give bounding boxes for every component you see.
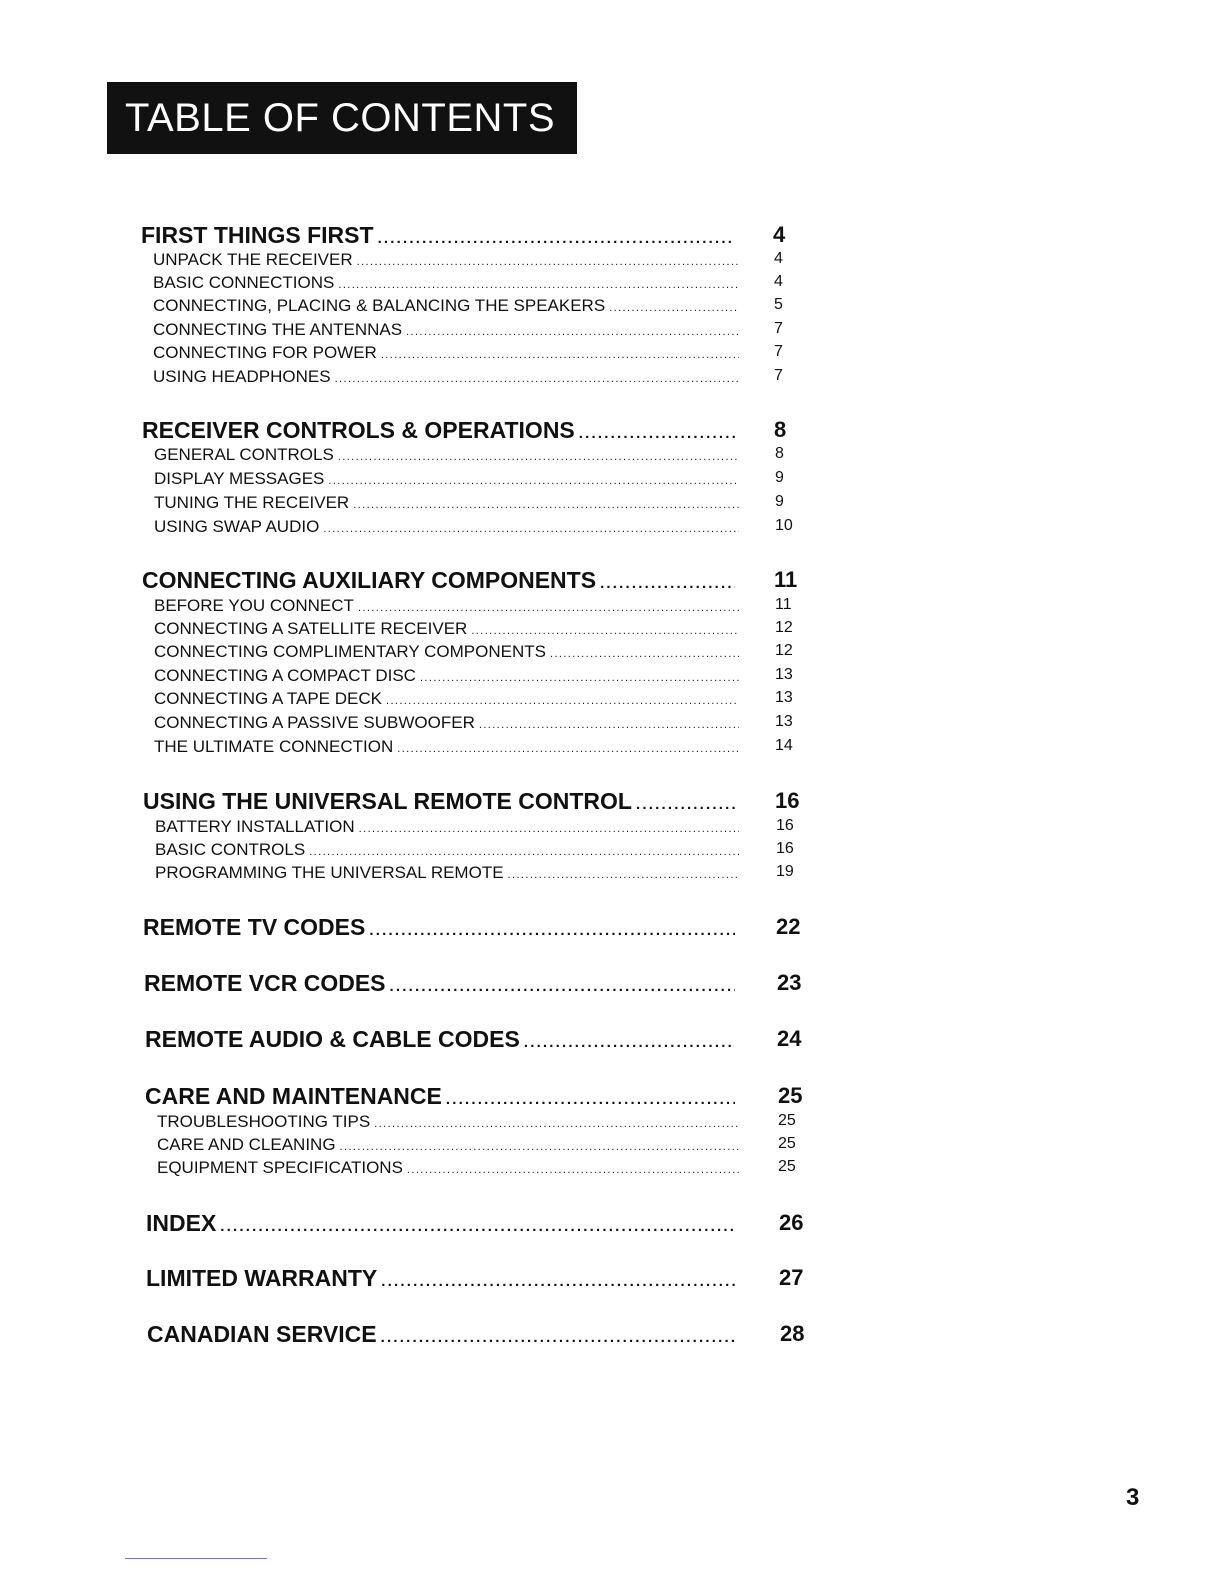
toc-item-unpack-the-receiver[interactable] bbox=[153, 250, 783, 270]
toc-page-number: 12 bbox=[775, 619, 793, 636]
toc-page-number: 13 bbox=[775, 666, 793, 683]
dot-leader bbox=[390, 978, 735, 995]
dot-leader bbox=[406, 326, 739, 338]
dot-leader bbox=[508, 869, 739, 881]
dot-leader bbox=[335, 373, 739, 385]
toc-page-number: 9 bbox=[775, 493, 784, 510]
toc-section-connecting-auxiliary-components[interactable] bbox=[142, 567, 798, 594]
page-number: 3 bbox=[1126, 1484, 1140, 1511]
dot-leader bbox=[323, 523, 739, 535]
toc-page-number: 7 bbox=[774, 367, 783, 384]
toc-entry-label: CONNECTING FOR POWER bbox=[153, 343, 377, 362]
dot-leader bbox=[338, 451, 739, 463]
toc-entry-label: THE ULTIMATE CONNECTION bbox=[154, 737, 394, 756]
toc-page-number: 25 bbox=[778, 1083, 803, 1108]
dot-leader bbox=[407, 1164, 739, 1176]
toc-item-before-you-connect[interactable] bbox=[154, 596, 792, 616]
toc-entry-label: CONNECTING A COMPACT DISC bbox=[154, 666, 416, 685]
toc-page-number: 10 bbox=[775, 517, 793, 534]
toc-entry-label: CONNECTING, PLACING & BALANCING THE SPEAKERS bbox=[153, 296, 606, 315]
toc-section-remote-audio-and-cable-codes[interactable] bbox=[145, 1026, 802, 1053]
dot-leader bbox=[328, 475, 739, 487]
toc-entry-label: LIMITED WARRANTY bbox=[146, 1265, 378, 1291]
toc-entry-label: PROGRAMMING THE UNIVERSAL REMOTE bbox=[155, 863, 504, 882]
toc-entry-label: REMOTE VCR CODES bbox=[144, 970, 386, 996]
toc-entry-label: CONNECTING A PASSIVE SUBWOOFER bbox=[154, 713, 475, 732]
toc-item-tuning-the-receiver[interactable] bbox=[154, 493, 784, 513]
toc-entry-label: CARE AND MAINTENANCE bbox=[145, 1083, 442, 1109]
dot-leader bbox=[636, 796, 735, 813]
toc-item-the-ultimate-connection[interactable] bbox=[154, 737, 793, 757]
toc-page-number: 8 bbox=[774, 417, 787, 442]
toc-entry-label: CONNECTING A SATELLITE RECEIVER bbox=[154, 619, 468, 638]
toc-item-battery-installation[interactable] bbox=[155, 817, 794, 837]
toc-item-general-controls[interactable] bbox=[154, 445, 784, 465]
dot-leader bbox=[479, 719, 739, 731]
toc-item-basic-controls[interactable] bbox=[155, 840, 794, 860]
dot-leader bbox=[374, 1118, 739, 1130]
toc-section-care-and-maintenance[interactable] bbox=[145, 1083, 803, 1110]
toc-entry-label: USING HEADPHONES bbox=[153, 367, 331, 386]
toc-page-number: 25 bbox=[778, 1158, 796, 1175]
toc-item-using-swap-audio[interactable] bbox=[154, 517, 793, 537]
toc-page-number: 23 bbox=[777, 970, 802, 995]
toc-entry-label: GENERAL CONTROLS bbox=[154, 445, 334, 464]
toc-entry-label: TROUBLESHOOTING TIPS bbox=[157, 1112, 371, 1131]
dot-leader bbox=[381, 349, 739, 361]
toc-section-receiver-controls-and-operations[interactable] bbox=[142, 417, 787, 444]
dot-leader bbox=[340, 1141, 739, 1153]
dot-leader bbox=[609, 302, 739, 314]
toc-page-number: 9 bbox=[775, 469, 784, 486]
toc-page-number: 4 bbox=[774, 273, 783, 290]
dot-leader bbox=[338, 279, 739, 291]
toc-item-connecting-a-satellite-receiver[interactable] bbox=[154, 619, 793, 639]
toc-entry-label: BASIC CONNECTIONS bbox=[153, 273, 335, 292]
dot-leader bbox=[353, 499, 739, 511]
dot-leader bbox=[524, 1034, 735, 1051]
toc-item-display-messages[interactable] bbox=[154, 469, 784, 489]
toc-entry-label: INDEX bbox=[146, 1210, 217, 1236]
toc-page-number: 26 bbox=[779, 1210, 804, 1235]
toc-page-number: 13 bbox=[775, 713, 793, 730]
toc-entry-label: UNPACK THE RECEIVER bbox=[153, 250, 353, 269]
toc-entry-label: FIRST THINGS FIRST bbox=[141, 222, 374, 248]
dot-leader bbox=[381, 1329, 735, 1346]
toc-page-number: 16 bbox=[776, 840, 794, 857]
toc-entry-label: CANADIAN SERVICE bbox=[147, 1321, 377, 1347]
dot-leader bbox=[386, 695, 739, 707]
toc-entry-label: RECEIVER CONTROLS & OPERATIONS bbox=[142, 417, 575, 443]
toc-page-number: 25 bbox=[778, 1112, 796, 1129]
dot-leader bbox=[579, 425, 735, 442]
toc-entry-label: REMOTE AUDIO & CABLE CODES bbox=[145, 1026, 520, 1052]
dot-leader bbox=[378, 230, 735, 247]
toc-section-index[interactable] bbox=[146, 1210, 804, 1237]
toc-page-number: 11 bbox=[775, 596, 792, 613]
toc-item-connecting-for-power[interactable] bbox=[153, 343, 783, 363]
toc-entry-label: BATTERY INSTALLATION bbox=[155, 817, 355, 836]
footer-rule bbox=[125, 1558, 267, 1559]
toc-entry-label: CARE AND CLEANING bbox=[157, 1135, 336, 1154]
toc-entry-label: USING THE UNIVERSAL REMOTE CONTROL bbox=[143, 788, 632, 814]
dot-leader bbox=[359, 823, 739, 835]
toc-item-programming-the-universal-remote[interactable] bbox=[155, 863, 794, 883]
toc-item-connecting-a-compact-disc[interactable] bbox=[154, 666, 793, 686]
toc-item-using-headphones[interactable] bbox=[153, 367, 783, 387]
toc-page-number: 5 bbox=[774, 296, 783, 313]
toc-page-number: 24 bbox=[777, 1026, 802, 1051]
toc-item-connecting-a-tape-deck[interactable] bbox=[154, 689, 793, 709]
dot-leader bbox=[471, 625, 739, 637]
toc-entry-label: BASIC CONTROLS bbox=[155, 840, 306, 859]
dot-leader bbox=[381, 1273, 735, 1290]
dot-leader bbox=[550, 648, 739, 660]
toc-entry-label: REMOTE TV CODES bbox=[143, 914, 366, 940]
toc-page-number: 25 bbox=[778, 1135, 796, 1152]
dot-leader bbox=[600, 575, 735, 592]
toc-page-number: 7 bbox=[774, 343, 783, 360]
toc-page-number: 27 bbox=[779, 1265, 804, 1290]
toc-page-number: 4 bbox=[773, 222, 786, 247]
toc-item-connecting-a-passive-subwoofer[interactable] bbox=[154, 713, 793, 733]
toc-section-remote-vcr-codes[interactable] bbox=[144, 970, 802, 997]
toc-entry-label: DISPLAY MESSAGES bbox=[154, 469, 325, 488]
dot-leader bbox=[357, 256, 739, 268]
toc-entry-label: CONNECTING THE ANTENNAS bbox=[153, 320, 403, 339]
toc-entry-label: CONNECTING AUXILIARY COMPONENTS bbox=[142, 567, 597, 593]
toc-page-number: 16 bbox=[776, 817, 794, 834]
toc-entry-label: BEFORE YOU CONNECT bbox=[154, 596, 354, 615]
toc-item-basic-connections[interactable] bbox=[153, 273, 783, 293]
dot-leader bbox=[220, 1218, 735, 1235]
toc-section-canadian-service[interactable] bbox=[147, 1321, 805, 1348]
toc-entry-label: USING SWAP AUDIO bbox=[154, 517, 320, 536]
toc-item-connecting-placing-and-balancing-the-speakers[interactable] bbox=[153, 296, 783, 316]
dot-leader bbox=[369, 922, 735, 939]
toc-item-care-and-cleaning[interactable] bbox=[157, 1135, 796, 1155]
toc-page-number: 13 bbox=[775, 689, 793, 706]
toc-section-using-the-universal-remote-control[interactable] bbox=[143, 788, 800, 815]
toc-section-first-things-first[interactable] bbox=[141, 222, 786, 249]
toc-page-number: 7 bbox=[774, 320, 783, 337]
toc-page-number: 22 bbox=[776, 914, 801, 939]
toc-entry-label: TUNING THE RECEIVER bbox=[154, 493, 350, 512]
toc-page-number: 28 bbox=[780, 1321, 805, 1346]
toc-entry-label: CONNECTING COMPLIMENTARY COMPONENTS bbox=[154, 642, 546, 661]
toc-item-equipment-specifications[interactable] bbox=[157, 1158, 796, 1178]
toc-page-number: 8 bbox=[775, 445, 784, 462]
dot-leader bbox=[446, 1091, 735, 1108]
toc-page-number: 14 bbox=[775, 737, 793, 754]
page-title: TABLE OF CONTENTS bbox=[107, 82, 577, 154]
dot-leader bbox=[420, 672, 739, 684]
dot-leader bbox=[397, 743, 739, 755]
dot-leader bbox=[358, 602, 739, 614]
toc-page-number: 11 bbox=[774, 567, 798, 592]
toc-page-number: 4 bbox=[774, 250, 783, 267]
dot-leader bbox=[309, 846, 739, 858]
toc-item-troubleshooting-tips[interactable] bbox=[157, 1112, 796, 1132]
toc-section-remote-tv-codes[interactable] bbox=[143, 914, 801, 941]
toc-page-number: 16 bbox=[775, 788, 800, 813]
toc-entry-label: CONNECTING A TAPE DECK bbox=[154, 689, 382, 708]
toc-page-number: 19 bbox=[776, 863, 794, 880]
toc-entry-label: EQUIPMENT SPECIFICATIONS bbox=[157, 1158, 403, 1177]
toc-page-number: 12 bbox=[775, 642, 793, 659]
toc-item-connecting-the-antennas[interactable] bbox=[153, 320, 783, 340]
toc-item-connecting-complimentary-components[interactable] bbox=[154, 642, 793, 662]
toc-section-limited-warranty[interactable] bbox=[146, 1265, 804, 1292]
